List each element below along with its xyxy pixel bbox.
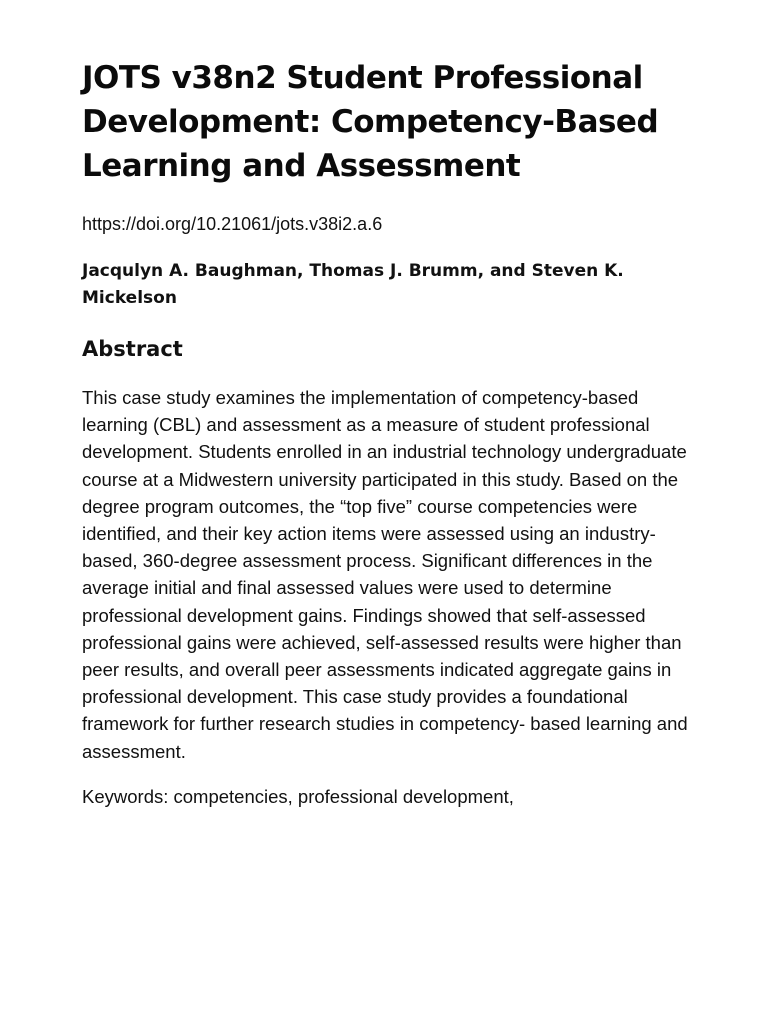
doi-link[interactable]: https://doi.org/10.21061/jots.v38i2.a.6 [82,214,383,234]
keywords-line: Keywords: competencies, professional development, [82,785,514,807]
article-authors: Jacqulyn A. Baughman, Thomas J. Brumm, and Steven K. Mickelson [82,261,624,308]
abstract-text: This case study examines the implementation of competency-based learning (CBL) and assessment as a measure of student professional development. Students enrolled in an industrial technology undergraduate course at a Midwestern university participated in this study. Based on the degree program outcomes, the “top five” course competencies were identified, and their key action items were assessed using an industry-based, 360-degree assessment process. Significant differences in the average initial and final assessed values were used to determine professional development gains. Findings showed that self-assessed professional gains were achieved, self-assessed results were higher than peer results, and overall peer assessments indicated aggregate gains in professional development. This case study provides a foundational framework for further research studies in competency- based learning and assessment. [82,387,688,762]
abstract-heading: Abstract [82,337,183,361]
article-title: JOTS v38n2 Student Professional Development: Competency-Based Learning and Assessment [82,60,659,184]
article-page [82,56,688,810]
